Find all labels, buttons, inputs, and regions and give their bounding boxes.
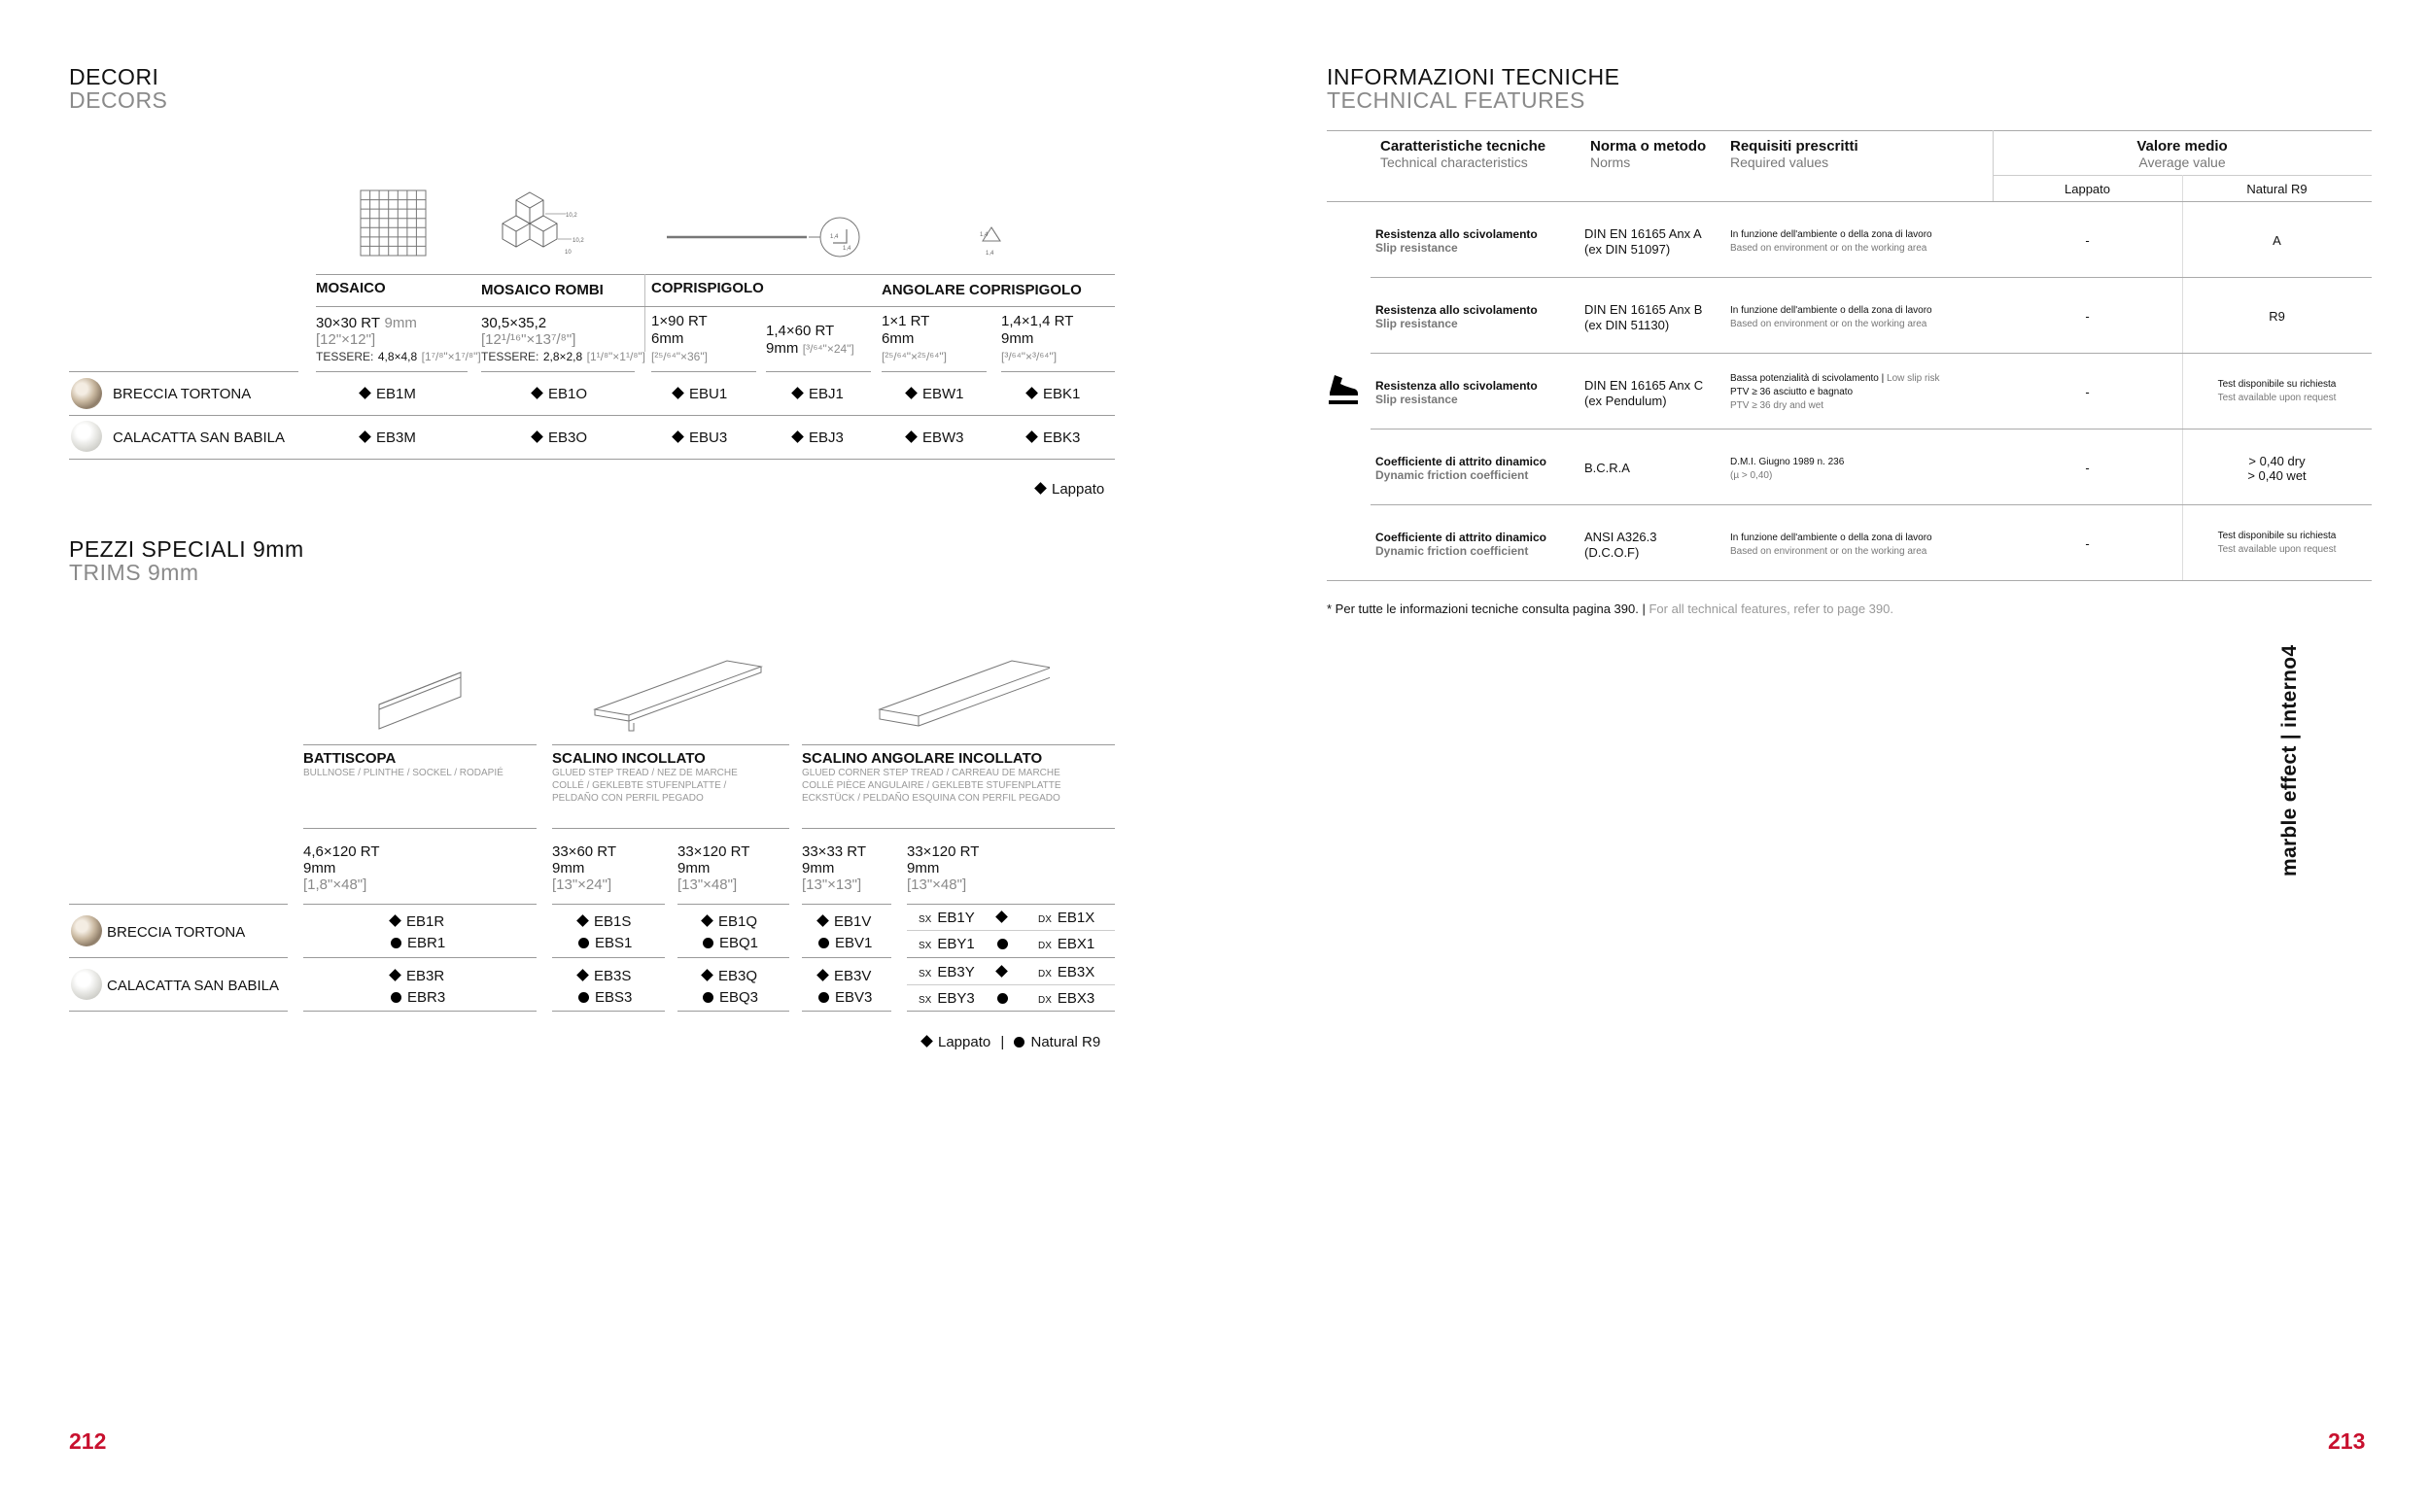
trims-drawings [369,651,1050,739]
code: DX EB3X [1038,964,1095,980]
cube-label-b: 10,2 [573,238,584,244]
tech-row-line [1371,277,2372,278]
tech-row-req: D.M.I. Giugno 1989 n. 236 (µ > 0,40) [1730,457,1845,481]
code: EBJ1 [793,386,844,402]
code: EB3O [533,430,587,446]
trims-row-line [907,904,1115,905]
trims-bottom-line [69,1011,288,1012]
tech-footnote: * Per tutte le informazioni tecniche consulta pagina 390. | For all technical features, refer to page 390. [1327,601,1893,616]
trims-row-line [907,957,1115,958]
code: DX EBX3 [1038,990,1095,1007]
tech-row-norm: DIN EN 16165 Anx C (ex Pendulum) [1584,378,1704,408]
tech-row-norm: DIN EN 16165 Anx A (ex DIN 51097) [1584,226,1702,257]
trims-bottom-line [552,1011,665,1012]
decori-row-line [766,371,871,372]
tech-row-lappato: - [2085,461,2090,475]
header-norms: Norma o metodo Norms [1590,138,1707,170]
code: SX EB3Y [919,964,975,980]
code [997,936,1014,952]
tech-row-line [1371,429,2372,430]
code [997,910,1013,926]
scalino-drawing [595,661,761,731]
decori-names-line [316,306,1115,307]
trim-size: 33×120 RT 9mm [13"×48"] [677,843,750,893]
trims-bottom-line [802,1011,891,1012]
coprispigolo-name: COPRISPIGOLO [651,280,764,296]
code: EB3R [391,968,444,984]
tech-row-lappato: - [2085,233,2090,248]
code: EBQ3 [703,989,758,1006]
tech-row-natural: A [2273,233,2281,248]
tech-row-char: Coefficiente di attrito dinamico Dynamic friction coefficient [1375,455,1547,482]
decori-row-name: CALACATTA SAN BABILA [113,430,286,446]
trim-size: 33×33 RT 9mm [13"×13"] [802,843,867,893]
code: EB1O [533,386,587,402]
decori-row-name: BRECCIA TORTONA [113,386,252,402]
mosaico-name: MOSAICO [316,280,386,296]
code: EBU1 [674,386,727,402]
decori-subtitle: DECORS [69,87,168,113]
scalino-angolare-drawing [880,661,1050,726]
header-natural: Natural R9 [2246,182,2308,196]
tech-header-line [1327,201,2372,202]
battiscopa-header: BATTISCOPA BULLNOSE / PLINTHE / SOCKEL / RODAPIÉ [303,750,503,778]
decori-row-line [1001,371,1115,372]
code: DX EBX1 [1038,936,1095,952]
coprispigolo-size-b: 1,4×60 RT 9mm [³/⁶⁴"×24"] [766,323,854,357]
trims-subtitle: TRIMS 9mm [69,560,199,585]
mosaico-rombi-drawing [503,192,572,247]
code: EBR3 [391,989,445,1006]
ang-label-b: 1,4 [986,251,994,257]
tech-row-norm: DIN EN 16165 Anx B (ex DIN 51130) [1584,302,1703,332]
code: EB1V [818,913,871,930]
trims-names-line [552,828,789,829]
decori-row-line [481,371,635,372]
trims-row-line [552,904,665,905]
header-average: Valore medio Average value [2136,138,2228,170]
trim-size: 4,6×120 RT 9mm [1,8"×48"] [303,843,380,893]
code: SX EBY3 [919,990,975,1007]
cop-label-b: 1,4 [843,246,851,252]
trims-row-line [552,957,665,958]
code: EBS1 [578,935,632,951]
code: EBW3 [907,430,964,446]
page-number-right: 213 [2328,1428,2366,1454]
decori-row-line [69,415,1115,416]
header-characteristics: Caratteristiche tecniche Technical characteristics [1380,138,1546,170]
tech-row-natural: > 0,40 dry > 0,40 wet [2247,454,2307,483]
angolare-size-a: 1×1 RT 6mm [²⁵/⁶⁴"×²⁵/⁶⁴"] [882,313,947,363]
decori-bottom-line [69,459,1115,460]
page-number-left: 212 [69,1428,107,1454]
trims-header-line [802,744,1115,745]
tech-row-req: In funzione dell'ambiente o della zona di lavoro Based on environment or on the working area [1730,229,1932,254]
tech-row-req: Bassa potenzialità di scivolamento | Low slip risk PTV ≥ 36 asciutto e bagnato PTV ≥ 36 dry and wet [1730,373,1940,411]
code: EBW1 [907,386,964,402]
tech-row-char: Resistenza allo scivolamento Slip resistance [1375,379,1538,406]
code: EB3S [578,968,631,984]
code: EBQ1 [703,935,758,951]
slip-shoe-icon [1327,373,1360,406]
tech-row-req: In funzione dell'ambiente o della zona di lavoro Based on environment or on the working area [1730,533,1932,557]
code: EBU3 [674,430,727,446]
side-label: marble effect | interno4 [2278,644,2301,876]
code: EB1M [361,386,416,402]
code: DX EB1X [1038,910,1095,926]
trims-title: PEZZI SPECIALI 9mm [69,536,304,562]
tech-bottom-line [1327,580,2372,581]
mosaico-drawing [361,190,426,256]
code: EB3M [361,430,416,446]
code: SX EBY1 [919,936,975,952]
decori-legend: Lappato [1036,481,1104,498]
code: EBS3 [578,989,632,1006]
trims-names-line [802,828,1115,829]
mosaico-rombi-size: 30,5×35,2 [12¹/¹⁶"×13⁷/⁸"] TESSERE: 2,8×2,8 [1¹/⁸"×1¹/⁸"] [481,315,645,363]
tech-row-lappato: - [2085,309,2090,324]
tech-row-natural: R9 [2269,309,2285,324]
trims-row-line [69,904,288,905]
code [997,990,1014,1007]
scalino-angolare-header: SCALINO ANGOLARE INCOLLATO GLUED CORNER STEP TREAD / CARREAU DE MARCHE COLLÉ PIÈCE ANGULAIRE / GEKLEBTE STUFENPLATTE ECKSTÜCK / PELDAÑO ESQUINA CON PERFIL PEGADO [802,750,1061,804]
decori-header-line [316,274,1115,275]
trims-header-line [303,744,537,745]
angolare-size-b: 1,4×1,4 RT 9mm [³/⁶⁴"×³/⁶⁴"] [1001,313,1074,363]
decori-row-line [882,371,987,372]
trims-bottom-line [907,1011,1115,1012]
trims-row-line [677,957,789,958]
code: EBV3 [818,989,872,1006]
trims-row-name: CALACATTA SAN BABILA [107,978,280,994]
tech-row-norm: ANSI A326.3 (D.C.O.F) [1584,530,1657,560]
decori-title: DECORI [69,64,159,89]
trims-subrow-line [907,930,1115,931]
trims-row-line [802,957,891,958]
battiscopa-drawing [379,672,461,729]
trims-row-line [802,904,891,905]
code [997,964,1013,980]
code: EBK1 [1027,386,1080,402]
code: EB1S [578,913,631,930]
tech-row-natural: Test disponibile su richiesta Test available upon request [2217,531,2337,555]
calacatta-san-babila-swatch [71,421,102,452]
code: EBR1 [391,935,445,951]
decori-row-line [316,371,468,372]
tech-row-lappato: - [2085,536,2090,551]
calacatta-san-babila-swatch [71,969,102,1000]
tech-row-line [1371,353,2372,354]
header-lappato: Lappato [2065,182,2110,196]
decori-row-line [69,371,298,372]
code: EBV1 [818,935,872,951]
trims-row-line [303,904,537,905]
decori-drawings [350,185,1128,272]
trims-legend: Lappato | Natural R9 [922,1034,1100,1050]
tech-row-norm: B.C.R.A [1584,461,1630,475]
trims-subrow-line [907,984,1115,985]
trims-row-line [677,904,789,905]
tech-row-char: Coefficiente di attrito dinamico Dynamic friction coefficient [1375,531,1547,558]
tech-row-lappato: - [2085,385,2090,399]
ang-label-a: 1,4 [980,232,989,238]
tech-row-line [1371,504,2372,505]
breccia-tortona-swatch [71,378,102,409]
code: EBK3 [1027,430,1080,446]
cube-label-c: 10 [565,250,572,256]
mosaico-rombi-name: MOSAICO ROMBI [481,282,604,298]
angolare-name: ANGOLARE COPRISPIGOLO [882,282,1082,298]
code: EB3V [818,968,871,984]
tech-title: INFORMAZIONI TECNICHE [1327,64,1620,89]
code: EB3Q [703,968,757,984]
code: EB1R [391,913,444,930]
trims-bottom-line [677,1011,789,1012]
trims-names-line [303,828,537,829]
header-required: Requisiti prescritti Required values [1730,138,1858,170]
tech-subtitle: TECHNICAL FEATURES [1327,87,1585,113]
coprispigolo-size-a: 1×90 RT 6mm [²⁵/⁶⁴"×36"] [651,313,708,363]
decori-row-line [651,371,756,372]
tech-row-char: Resistenza allo scivolamento Slip resistance [1375,227,1538,255]
trims-row-line [69,957,288,958]
trims-row-line [303,957,537,958]
trims-header-line [552,744,789,745]
trims-row-name: BRECCIA TORTONA [107,924,246,941]
trim-size: 33×120 RT 9mm [13"×48"] [907,843,980,893]
tech-row-req: In funzione dell'ambiente o della zona di lavoro Based on environment or on the working area [1730,305,1932,329]
cube-label-a: 10,2 [566,213,577,219]
trims-bottom-line [303,1011,537,1012]
breccia-tortona-swatch [71,915,102,946]
code: EB1Q [703,913,757,930]
tech-row-char: Resistenza allo scivolamento Slip resistance [1375,303,1538,330]
tech-row-natural: Test disponibile su richiesta Test available upon request [2217,379,2337,403]
cop-label-a: 1,4 [830,234,839,240]
scalino-header: SCALINO INCOLLATO GLUED STEP TREAD / NEZ DE MARCHE COLLÉ / GEKLEBTE STUFENPLATTE / PELDAÑO CON PERFIL PEGADO [552,750,738,804]
code: SX EB1Y [919,910,975,926]
trim-size: 33×60 RT 9mm [13"×24"] [552,843,617,893]
code: EBJ3 [793,430,844,446]
mosaico-size: 30×30 RT 9mm [12"×12"] TESSERE: 4,8×4,8 [1⁷/⁸"×1⁷/⁸"] [316,315,481,363]
tech-top-line [1327,130,2372,131]
